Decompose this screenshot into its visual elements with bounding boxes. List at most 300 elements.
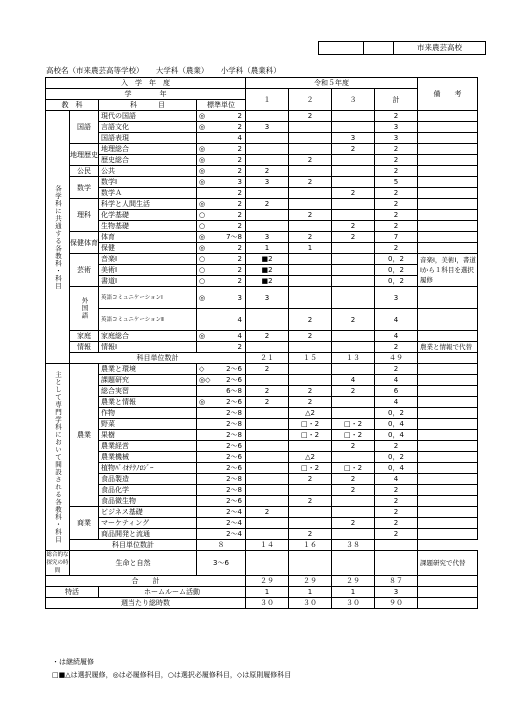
specialized-subject-row bbox=[46, 474, 478, 485]
subject-row bbox=[46, 331, 478, 342]
standard-units: 2 bbox=[237, 145, 242, 153]
homeroom-g2: 1 bbox=[289, 587, 332, 598]
standard-units-cell bbox=[197, 122, 246, 133]
standard-units: 6～8 bbox=[226, 387, 242, 395]
subject-name: 農業と環境 bbox=[99, 364, 197, 375]
subject-name: 地理総合 bbox=[99, 144, 197, 155]
header-standard-units: 標準単位 bbox=[197, 100, 246, 111]
grade-3-units bbox=[332, 111, 375, 122]
department-label: 大学科（農業） bbox=[155, 66, 209, 75]
requirement-mark: ◎ bbox=[199, 156, 206, 164]
subject-row bbox=[46, 254, 478, 265]
standard-units: 2 bbox=[237, 123, 242, 131]
grade-1-units bbox=[246, 210, 289, 221]
standard-units-cell bbox=[197, 485, 246, 496]
subject-row bbox=[46, 177, 478, 188]
subject-name: 農業経営 bbox=[99, 441, 197, 452]
standard-units-cell bbox=[197, 265, 246, 276]
subject-row bbox=[46, 243, 478, 254]
grade-3-units: 2 bbox=[332, 221, 375, 232]
standard-units-cell bbox=[197, 254, 246, 265]
subject-row bbox=[46, 287, 478, 309]
grade-1-units bbox=[246, 485, 289, 496]
total-units: 3 bbox=[375, 133, 418, 144]
standard-units-cell bbox=[197, 188, 246, 199]
standard-units: 2 bbox=[237, 266, 242, 274]
standard-units: 2 bbox=[237, 255, 242, 263]
standard-units: 4 bbox=[237, 134, 242, 142]
total-units: 2 bbox=[375, 342, 418, 353]
grade-3-units bbox=[332, 408, 375, 419]
specialized-subject-row bbox=[46, 408, 478, 419]
remarks-cell bbox=[418, 576, 478, 587]
blank-cell bbox=[319, 42, 364, 54]
subject-name: 野菜 bbox=[99, 419, 197, 430]
specialized-subject-row bbox=[46, 430, 478, 441]
subject-area-geijutsu: 芸術 bbox=[70, 254, 99, 287]
standard-units: 2 bbox=[237, 211, 242, 219]
remarks-cell bbox=[418, 375, 478, 386]
requirement-mark: ◎◇ bbox=[199, 376, 211, 384]
grade-2-units bbox=[289, 133, 332, 144]
grade-2-units: 1 bbox=[289, 243, 332, 254]
grade-3-units: 4 bbox=[332, 375, 375, 386]
standard-units: 3 bbox=[237, 293, 242, 302]
subject-row bbox=[46, 265, 478, 276]
homeroom-label: ホームルーム活動 bbox=[99, 587, 246, 598]
standard-units-cell bbox=[197, 518, 246, 529]
header-grade-1: １ bbox=[246, 89, 289, 111]
standard-units-cell bbox=[197, 474, 246, 485]
standard-units: 2～6 bbox=[226, 365, 242, 373]
standard-units: 2～6 bbox=[226, 453, 242, 461]
remarks-cell bbox=[418, 177, 478, 188]
subject-area-kokugo: 国語 bbox=[70, 111, 99, 144]
grade-2-units: 2 bbox=[289, 232, 332, 243]
school-name-box bbox=[318, 41, 486, 55]
subject-name: 化学基礎 bbox=[99, 210, 197, 221]
standard-units-cell bbox=[197, 452, 246, 463]
subject-name: 英語コミュニケーションⅠ bbox=[99, 287, 197, 309]
standard-units: 4 bbox=[237, 332, 242, 340]
specialized-subject-row bbox=[46, 386, 478, 397]
grade-2-units: △2 bbox=[289, 452, 332, 463]
remarks-cell bbox=[418, 144, 478, 155]
grade-units bbox=[332, 551, 375, 576]
total-units: 2 bbox=[375, 199, 418, 210]
remarks-cell bbox=[418, 529, 478, 540]
grade-2-units bbox=[289, 287, 332, 309]
subject-name: 総合実習 bbox=[99, 386, 197, 397]
grade-2-units: 2 bbox=[289, 309, 332, 331]
grade-3-units bbox=[332, 177, 375, 188]
specialized-subject-row bbox=[46, 364, 478, 375]
subtotal-label: 科目単位数計 bbox=[70, 353, 246, 364]
header-total: 計 bbox=[375, 89, 418, 111]
subject-area-gaikoku: 外国語 bbox=[70, 287, 99, 331]
total-units: 5 bbox=[375, 177, 418, 188]
grade-2-units: □・2 bbox=[289, 430, 332, 441]
grade-3-units: 2 bbox=[332, 518, 375, 529]
grade-3-units bbox=[332, 254, 375, 265]
requirement-mark: ◎ bbox=[199, 233, 206, 241]
subtotal-g1: ２１ bbox=[246, 353, 289, 364]
standard-units-cell bbox=[197, 441, 246, 452]
grand-total-g3: ２９ bbox=[332, 576, 375, 587]
subdepartment-label: 小学科（農業科） bbox=[220, 66, 281, 75]
specialized-subject-row bbox=[46, 441, 478, 452]
requirement-mark: ◎ bbox=[199, 178, 206, 186]
standard-units: 4 bbox=[237, 315, 242, 324]
subtotal-g2: １４ bbox=[246, 540, 289, 551]
subject-area-rika: 理科 bbox=[70, 199, 99, 232]
standard-units-cell bbox=[197, 397, 246, 408]
total-units: 2 bbox=[375, 111, 418, 122]
grade-2-units: 2 bbox=[289, 496, 332, 507]
total-units: 4 bbox=[375, 309, 418, 331]
remarks-cell bbox=[418, 364, 478, 375]
requirement-mark: ◇ bbox=[199, 365, 205, 373]
subject-name: マーケティング bbox=[99, 518, 197, 529]
header-grade-2: ２ bbox=[289, 89, 332, 111]
requirement-mark: ◎ bbox=[199, 167, 206, 175]
total-units: 0，2 bbox=[375, 265, 418, 276]
standard-units-cell bbox=[197, 342, 246, 353]
grade-3-units bbox=[332, 496, 375, 507]
grade-3-units: 2 bbox=[332, 232, 375, 243]
total-units: 3 bbox=[375, 287, 418, 309]
school-name-label: 高校名（市来農芸高等学校） bbox=[46, 66, 144, 75]
requirement-mark: ◎ bbox=[199, 123, 206, 131]
subject-row bbox=[46, 155, 478, 166]
specialized-subject-row bbox=[46, 452, 478, 463]
standard-units-cell bbox=[197, 166, 246, 177]
grade-2-units bbox=[289, 265, 332, 276]
grade-1-units: 2 bbox=[246, 364, 289, 375]
grade-1-units: 2 bbox=[246, 397, 289, 408]
grade-3-units bbox=[332, 364, 375, 375]
grade-2-units: □・2 bbox=[289, 463, 332, 474]
grade-1-units bbox=[246, 496, 289, 507]
grade-3-units bbox=[332, 507, 375, 518]
remarks-cell bbox=[418, 485, 478, 496]
remarks-cell bbox=[418, 397, 478, 408]
grade-2-units bbox=[289, 507, 332, 518]
standard-units: 2 bbox=[237, 244, 242, 252]
weekly-hours-row bbox=[46, 598, 478, 609]
specialized-subject-row bbox=[46, 529, 478, 540]
specialized-subject-row bbox=[46, 397, 478, 408]
grade-3-units: □・2 bbox=[332, 430, 375, 441]
remarks-cell bbox=[418, 122, 478, 133]
grade-2-units bbox=[289, 166, 332, 177]
total-units: 2 bbox=[375, 243, 418, 254]
requirement-mark: ○ bbox=[199, 211, 206, 219]
standard-units-cell bbox=[197, 331, 246, 342]
total-units: 7 bbox=[375, 232, 418, 243]
header-grade-3: ３ bbox=[332, 89, 375, 111]
grade-1-units: 1 bbox=[246, 243, 289, 254]
total-units: 2 bbox=[375, 155, 418, 166]
total-units: 0，2 bbox=[375, 254, 418, 265]
legend-line-2: □■△は選択履修，◎は必履修科目，○は選択必履修科目，◇は原則履修科目 bbox=[52, 671, 292, 679]
standard-units-cell bbox=[197, 364, 246, 375]
total-units: 4 bbox=[375, 375, 418, 386]
grade-3-units: 2 bbox=[332, 485, 375, 496]
remarks-cell bbox=[418, 155, 478, 166]
homeroom-g3: 1 bbox=[332, 587, 375, 598]
standard-units-cell bbox=[197, 309, 246, 331]
grade-3-units bbox=[332, 529, 375, 540]
remarks-cell bbox=[418, 408, 478, 419]
standard-units-cell bbox=[197, 210, 246, 221]
standard-units: 2 bbox=[237, 343, 242, 351]
grade-2-units: 2 bbox=[289, 331, 332, 342]
school-info-line bbox=[46, 65, 291, 76]
remarks-info: 農業と情報で代替 bbox=[418, 342, 478, 353]
specialized-subject-row bbox=[46, 419, 478, 430]
grade-3-units bbox=[332, 342, 375, 353]
grade-1-units: 2 bbox=[246, 331, 289, 342]
requirement-mark: ◎ bbox=[199, 244, 206, 252]
inquiry-name: 生命と自然 bbox=[70, 551, 197, 576]
total-units: 2 bbox=[375, 364, 418, 375]
grade-3-units: 2 bbox=[332, 474, 375, 485]
grand-total-label: 合 計 bbox=[46, 576, 246, 587]
grade-1-units: ■2 bbox=[246, 276, 289, 287]
standard-units: 2～8 bbox=[226, 486, 242, 494]
standard-units: 2～6 bbox=[226, 464, 242, 472]
grade-2-units bbox=[289, 276, 332, 287]
requirement-mark: ○ bbox=[199, 255, 206, 263]
grade-2-units: 2 bbox=[289, 386, 332, 397]
standard-units: 2 bbox=[237, 189, 242, 197]
subject-name: 公共 bbox=[99, 166, 197, 177]
requirement-mark: ◎ bbox=[199, 145, 206, 153]
grade-3-units bbox=[332, 397, 375, 408]
blank-cell bbox=[364, 42, 394, 54]
subject-name: 食品化学 bbox=[99, 485, 197, 496]
grand-total-g2: ２９ bbox=[289, 576, 332, 587]
inquiry-label: 総合的な探究の時間 bbox=[46, 552, 69, 574]
subject-name: 歴史総合 bbox=[99, 155, 197, 166]
standard-units: 2～4 bbox=[226, 530, 242, 538]
grade-2-units bbox=[289, 144, 332, 155]
subject-name: 現代の国語 bbox=[99, 111, 197, 122]
total-units: 4 bbox=[375, 474, 418, 485]
total-units: 2 bbox=[375, 518, 418, 529]
grade-1-units bbox=[246, 408, 289, 419]
grade-3-units: 2 bbox=[332, 188, 375, 199]
requirement-mark: ◎ bbox=[199, 332, 206, 340]
remarks-cell bbox=[418, 386, 478, 397]
grade-1-units: 3 bbox=[246, 287, 289, 309]
remarks-cell bbox=[418, 133, 478, 144]
requirement-mark: ◎ bbox=[199, 293, 206, 302]
subject-area-chireki: 地理歴史 bbox=[70, 144, 99, 166]
grade-3-units bbox=[332, 210, 375, 221]
homeroom-t: 3 bbox=[375, 587, 418, 598]
grade-2-units: 2 bbox=[289, 111, 332, 122]
remarks-cell bbox=[418, 243, 478, 254]
subject-name: 国語表現 bbox=[99, 133, 197, 144]
subject-row bbox=[46, 122, 478, 133]
grade-1-units bbox=[246, 188, 289, 199]
standard-units-cell bbox=[197, 529, 246, 540]
total-units: 0，2 bbox=[375, 408, 418, 419]
grade-3-units bbox=[332, 122, 375, 133]
standard-units: 2～6 bbox=[226, 497, 242, 505]
standard-units-cell bbox=[197, 463, 246, 474]
total-units: 2 bbox=[375, 188, 418, 199]
remarks-arts: 音楽Ⅰ，美術Ⅰ，書道Ⅰから１科目を選択履修 bbox=[418, 254, 478, 287]
standard-units-cell bbox=[197, 243, 246, 254]
grade-2-units: 2 bbox=[289, 210, 332, 221]
grade-1-units bbox=[246, 474, 289, 485]
remarks-cell bbox=[418, 598, 478, 609]
header-admission-year: 入 学 年 度 bbox=[46, 78, 246, 89]
header-row-year bbox=[46, 78, 478, 89]
grade-1-units bbox=[246, 133, 289, 144]
subject-row bbox=[46, 199, 478, 210]
grade-3-units: 3 bbox=[332, 133, 375, 144]
grade-1-units bbox=[246, 430, 289, 441]
school-name: 市来農芸高校 bbox=[417, 43, 462, 52]
subject-name: 植物ﾊﾞｲｵﾃｸﾉﾛｼﾞｰ bbox=[99, 463, 197, 474]
subject-name: 書道Ⅰ bbox=[99, 276, 197, 287]
remarks-cell bbox=[418, 452, 478, 463]
grand-total-row bbox=[46, 576, 478, 587]
standard-units: 3 bbox=[237, 178, 242, 186]
remarks-cell bbox=[418, 507, 478, 518]
grade-3-units: 2 bbox=[332, 309, 375, 331]
standard-units-cell bbox=[197, 430, 246, 441]
group-common-label: 各学科に共通する各教科・科目 bbox=[46, 111, 70, 364]
remarks-cell bbox=[418, 441, 478, 452]
standard-units-cell bbox=[197, 111, 246, 122]
standard-units-cell bbox=[197, 177, 246, 188]
total-units: 2 bbox=[375, 496, 418, 507]
remarks-cell bbox=[418, 309, 478, 331]
grade-3-units bbox=[332, 199, 375, 210]
grade-3-units: 2 bbox=[332, 144, 375, 155]
standard-units-cell bbox=[197, 276, 246, 287]
grade-1-units: 3 bbox=[246, 122, 289, 133]
remarks-cell bbox=[418, 221, 478, 232]
subject-row bbox=[46, 232, 478, 243]
specialized-subject-row bbox=[46, 485, 478, 496]
grade-1-units bbox=[246, 155, 289, 166]
requirement-mark: ○ bbox=[199, 277, 206, 285]
legend-line-1: ・は継続履修 bbox=[52, 658, 94, 666]
standard-units: 2 bbox=[237, 112, 242, 120]
subtotal-g3: １３ bbox=[332, 353, 375, 364]
specialized-subject-row bbox=[46, 507, 478, 518]
standard-units: 2～4 bbox=[226, 508, 242, 516]
standard-units: 2 bbox=[237, 167, 242, 175]
weekly-hours-label: 週当たり総時数 bbox=[46, 598, 246, 609]
standard-units: 2～6 bbox=[226, 398, 242, 406]
total-units: 0，2 bbox=[375, 276, 418, 287]
grade-1-units bbox=[246, 144, 289, 155]
remarks-cell bbox=[418, 463, 478, 474]
standard-units-cell bbox=[197, 419, 246, 430]
subject-name: 作物 bbox=[99, 408, 197, 419]
remarks-cell bbox=[418, 166, 478, 177]
subject-name: 美術Ⅰ bbox=[99, 265, 197, 276]
grade-1-units bbox=[246, 342, 289, 353]
grade-2-units bbox=[289, 199, 332, 210]
grade-1-units: ■2 bbox=[246, 254, 289, 265]
standard-units: 2～8 bbox=[226, 475, 242, 483]
remarks-cell bbox=[418, 587, 478, 598]
subtotal-g2: １５ bbox=[289, 353, 332, 364]
grade-2-units: □・2 bbox=[289, 419, 332, 430]
total-units: 2 bbox=[375, 210, 418, 221]
standard-units-cell bbox=[197, 155, 246, 166]
remarks-inquiry: 課題研究で代替 bbox=[418, 551, 478, 576]
header-row-grade bbox=[46, 89, 478, 100]
remarks-cell bbox=[418, 199, 478, 210]
grade-3-units bbox=[332, 265, 375, 276]
grade-3-units bbox=[332, 331, 375, 342]
standard-units-cell bbox=[197, 408, 246, 419]
grade-3-units: □・2 bbox=[332, 419, 375, 430]
group-specialized-label: 主として専門学科において開設される各教科・科目 bbox=[46, 364, 70, 551]
subject-row bbox=[46, 133, 478, 144]
subject-name: 科学と人間生活 bbox=[99, 199, 197, 210]
subject-name: 音楽Ⅰ bbox=[99, 254, 197, 265]
specialized-subject-row bbox=[46, 496, 478, 507]
weekly-hours-g2: ３０ bbox=[289, 598, 332, 609]
remarks-cell bbox=[418, 430, 478, 441]
remarks-cell bbox=[375, 540, 418, 551]
subject-name: 数学Ⅰ bbox=[99, 177, 197, 188]
grade-1-units bbox=[246, 452, 289, 463]
grade-2-units: 2 bbox=[289, 155, 332, 166]
remarks-cell bbox=[418, 518, 478, 529]
subtotal-t: ４９ bbox=[375, 353, 418, 364]
subject-name: 数学Ａ bbox=[99, 188, 197, 199]
special-activities-row bbox=[46, 587, 478, 598]
grade-units bbox=[246, 551, 289, 576]
grade-1-units bbox=[246, 111, 289, 122]
total-units: 2 bbox=[375, 221, 418, 232]
standard-units-cell bbox=[197, 375, 246, 386]
grade-2-units: 2 bbox=[289, 529, 332, 540]
grade-2-units bbox=[289, 122, 332, 133]
subject-area-nogyo: 農業 bbox=[70, 364, 99, 507]
requirement-mark: ○ bbox=[199, 266, 206, 274]
subject-row bbox=[46, 342, 478, 353]
standard-units: 2～8 bbox=[226, 409, 242, 417]
total-units: 6 bbox=[375, 386, 418, 397]
subject-area-joho: 情報 bbox=[70, 342, 99, 353]
grade-3-units: □・2 bbox=[332, 463, 375, 474]
remarks-cell bbox=[418, 188, 478, 199]
curriculum-table bbox=[45, 77, 478, 609]
subject-row bbox=[46, 188, 478, 199]
subtotal-g3: １６ bbox=[289, 540, 332, 551]
subject-name: ビジネス基礎 bbox=[99, 507, 197, 518]
remarks-cell bbox=[418, 210, 478, 221]
subject-area-hoken: 保健体育 bbox=[70, 232, 99, 254]
grade-1-units: 2 bbox=[246, 507, 289, 518]
header-reiwa-year: 令和５年度 bbox=[246, 78, 418, 89]
grade-units bbox=[289, 551, 332, 576]
remarks-cell bbox=[418, 496, 478, 507]
inquiry-units: 3～6 bbox=[197, 551, 246, 576]
